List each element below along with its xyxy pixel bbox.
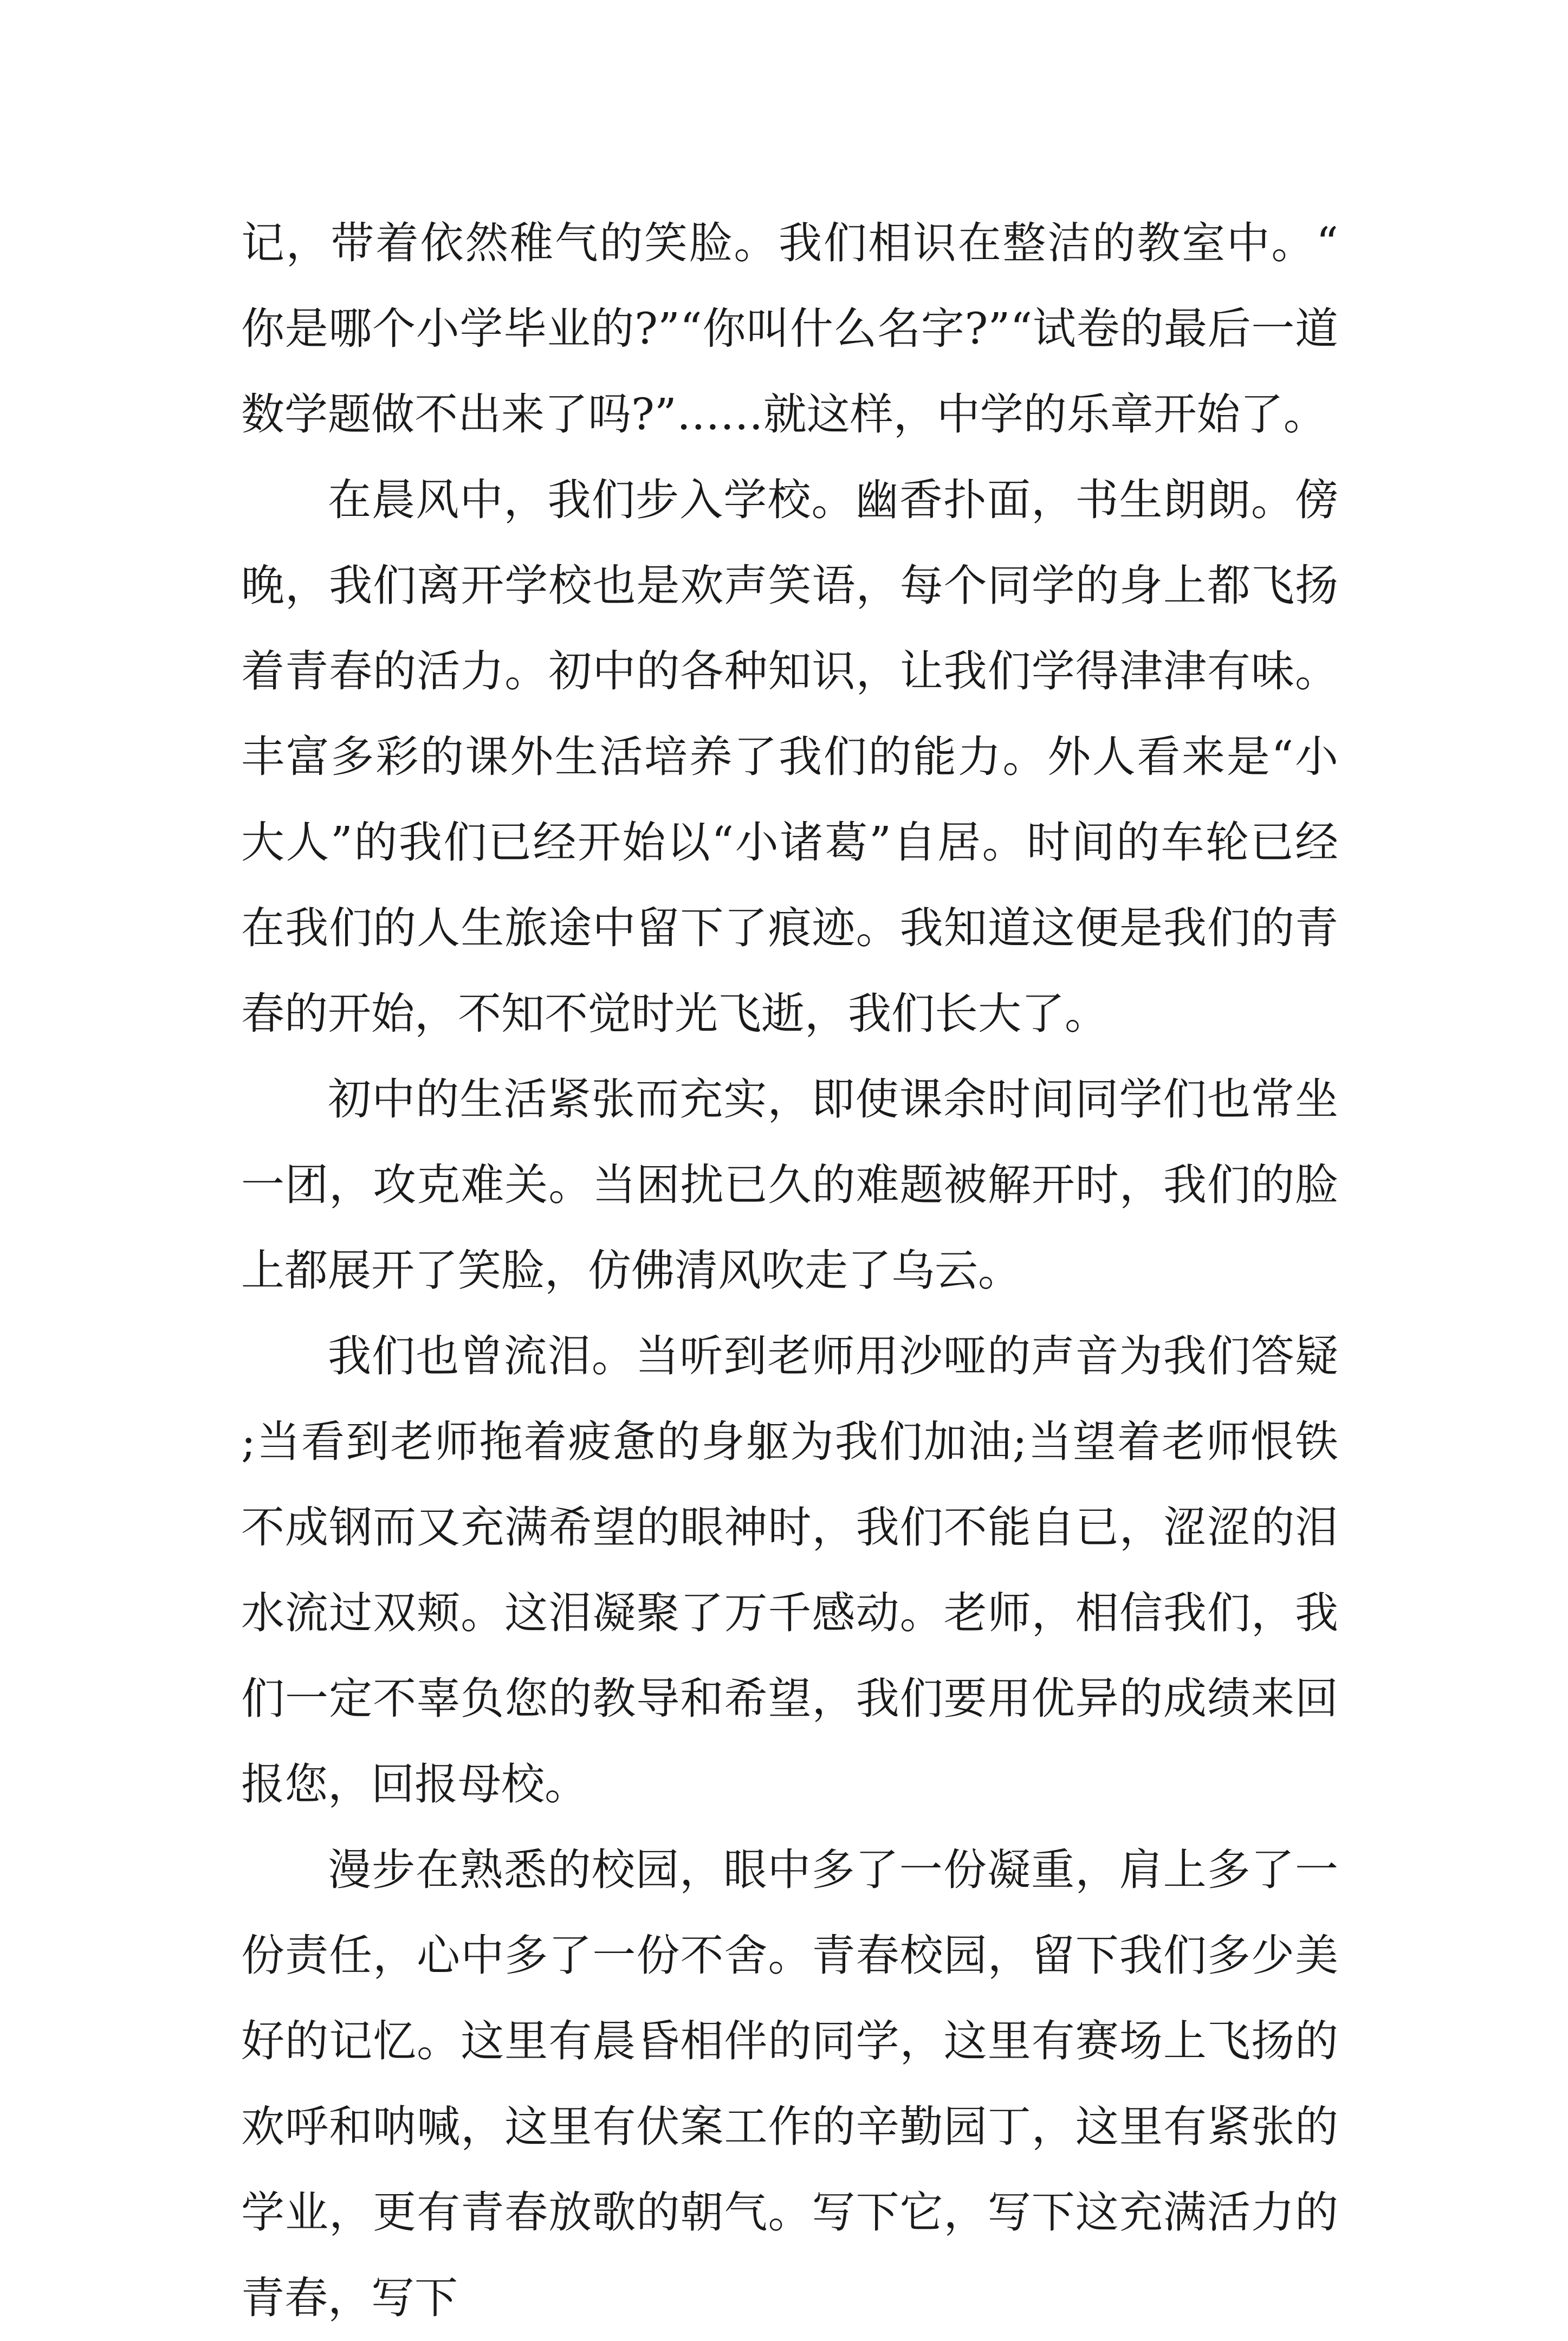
paragraph-2: 在晨风中，我们步入学校。幽香扑面，书生朗朗。傍晚，我们离开学校也是欢声笑语，每个同学的身上都飞扬着青春的活力。初中的各种知识，让我们学得津津有味。丰富多彩的课外生活培养了我们的能力。外人看来是“小大人”的我们已经开始以“小诸葛”自居。时间的车轮已经在我们的人生旅途中留下了痕迹。我知道这便是我们的青春的开始，不知不觉时光飞逝，我们长大了。 xyxy=(241,475,1338,1039)
paragraph-3: 初中的生活紧张而充实，即使课余时间同学们也常坐一团，攻克难关。当困扰已久的难题被解开时，我们的脸上都展开了笑脸，仿佛清风吹走了乌云。 xyxy=(241,1074,1338,1296)
paragraph-4: 我们也曾流泪。当听到老师用沙哑的声音为我们答疑;当看到老师拖着疲惫的身躯为我们加油;当望着老师恨铁不成钢而又充满希望的眼神时，我们不能自已，涩涩的泪水流过双颊。这泪凝聚了万千感动。老师，相信我们，我们一定不辜负您的教导和希望，我们要用优异的成绩来回报您，回报母校。 xyxy=(241,1331,1338,1809)
paragraph-1: 记，带着依然稚气的笑脸。我们相识在整洁的教室中。“你是哪个小学毕业的?”“你叫什么名字?”“试卷的最后一道数学题做不出来了吗?”……就这样，中学的乐章开始了。 xyxy=(241,218,1338,439)
body-text xyxy=(241,201,1338,2341)
paragraph-5: 漫步在熟悉的校园，眼中多了一份凝重，肩上多了一份责任，心中多了一份不舍。青春校园，留下我们多少美好的记忆。这里有晨昏相伴的同学，这里有赛场上飞扬的欢呼和呐喊，这里有伏案工作的辛勤园丁，这里有紧张的学业，更有青春放歌的朝气。写下它，写下这充满活力的青春，写下 xyxy=(241,1845,1338,2323)
